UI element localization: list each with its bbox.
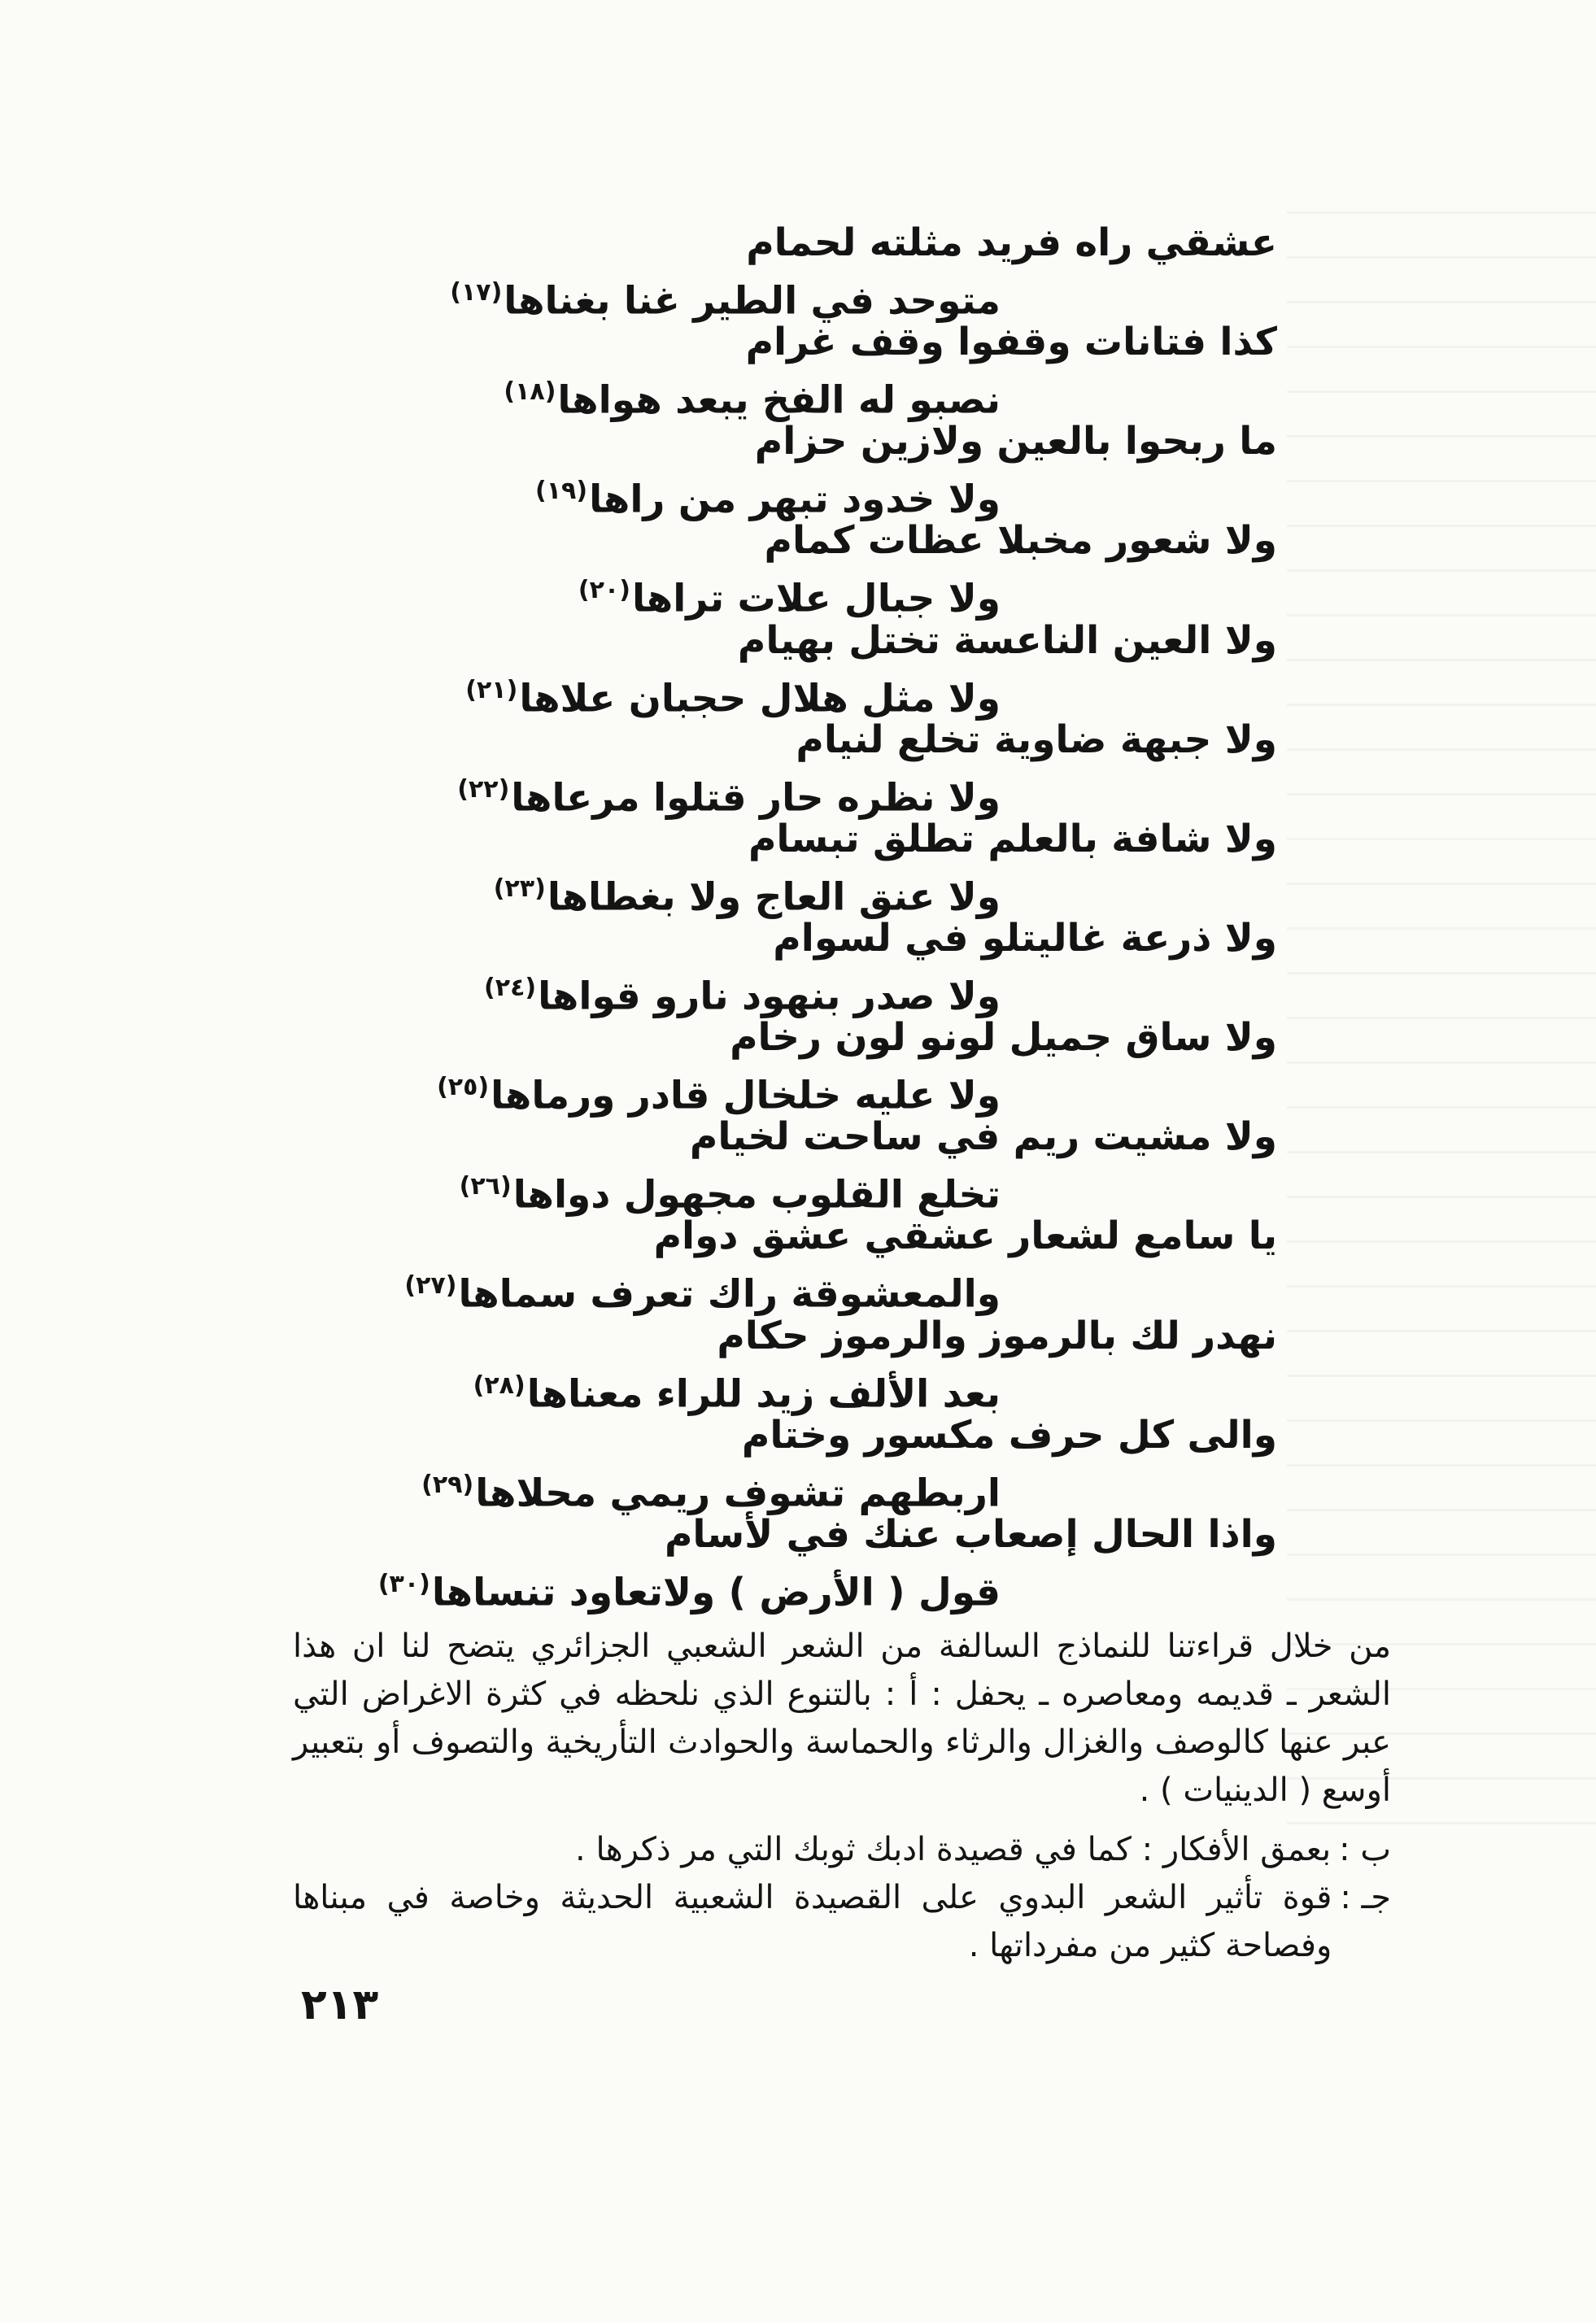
footnote-number: (١٧) xyxy=(450,278,503,307)
poem-stanza xyxy=(366,220,1277,324)
poem-line-second: قول ( الأرض ) ولاتعاود تنساها$^{(٣٠)}$ xyxy=(377,1569,1001,1615)
list-item xyxy=(293,1826,1391,1874)
bleed-through-shadow xyxy=(1287,211,1596,1838)
footnote-number: (١٨) xyxy=(504,377,556,407)
poem-line-first: كذا فتانات وقفوا وقف غرام xyxy=(745,320,1277,365)
footnote-number: (٢٠) xyxy=(578,576,630,605)
footnote-number: (٢٤) xyxy=(484,974,537,1003)
poem-line-first: ولا ساق جميل لونو لون رخام xyxy=(730,1015,1277,1061)
poem-line-second: ولا عنق العاج ولا بغطاها$^{(٢٣)}$ xyxy=(493,874,1001,920)
poem-stanza xyxy=(366,816,1277,920)
poem-stanza xyxy=(366,1412,1277,1516)
poem-stanza xyxy=(366,418,1277,522)
poem-stanza xyxy=(366,1511,1277,1615)
poem-stanza xyxy=(366,517,1277,622)
poem-line-first: نهدر لك بالرموز والرموز حكام xyxy=(717,1313,1277,1358)
footnote-number: (٢٣) xyxy=(493,874,546,903)
footnote-number: (٢٩) xyxy=(421,1470,474,1499)
poem-line-first: واذا الحال إصعاب عنك في لأسام xyxy=(664,1511,1277,1557)
poem-line-second: اربطهم تشوف ريمي محلاها$^{(٢٩)}$ xyxy=(421,1470,1001,1516)
poem-line-second: ولا نظره حار قتلوا مرعاها$^{(٢٢)}$ xyxy=(457,774,1001,821)
poem-line-first: ولا العين الناعسة تختل بهيام xyxy=(737,617,1277,663)
poem-line-first: عشقي راه فريد مثلته لحمام xyxy=(746,220,1277,265)
poem-line-first: يا سامع لشعار عشقي عشق دوام xyxy=(653,1214,1277,1259)
footnote-number: (٢٥) xyxy=(437,1073,490,1102)
poem-stanza xyxy=(366,1114,1277,1218)
poem-line-first: ما ربحوا بالعين ولازين حزام xyxy=(754,419,1277,464)
poem-line-second: متوحد في الطير غنا بغناها$^{(١٧)}$ xyxy=(450,278,1001,324)
poem-line-second: والمعشوقة راك تعرف سماها$^{(٢٧)}$ xyxy=(404,1271,1001,1318)
poem-line-first: ولا مشيت ريم في ساحت لخيام xyxy=(689,1114,1277,1160)
list-item xyxy=(293,1874,1391,1970)
poem-stanza xyxy=(366,319,1277,423)
poem-line-first: ولا ذرعة غاليتلو في لسوام xyxy=(773,915,1277,961)
poem-stanza xyxy=(366,1014,1277,1118)
footnote-number: (٢٢) xyxy=(457,774,510,804)
footnote-number: (٣٠) xyxy=(377,1569,430,1598)
poem-stanza xyxy=(366,915,1277,1019)
poem-line-second: بعد الألف زيد للراء معناها$^{(٢٨)}$ xyxy=(473,1371,1001,1417)
footnote-number: (٢١) xyxy=(465,675,518,704)
list-item-text: بعمق الأفكار : كما في قصيدة ادبك ثوبك التي مر ذكرها . xyxy=(575,1831,1332,1868)
poem-stanza xyxy=(366,1213,1277,1318)
poem-line-second: ولا جبال علات تراها$^{(٢٠)}$ xyxy=(578,576,1001,622)
poem-block xyxy=(366,220,1277,1615)
poem-stanza xyxy=(366,617,1277,721)
footnote-number: (٢٧) xyxy=(404,1271,457,1301)
footnote-number: (٢٦) xyxy=(459,1172,512,1201)
poem-line-second: ولا صدر بنهود نارو قواها$^{(٢٤)}$ xyxy=(484,974,1001,1019)
footnote-number: (١٩) xyxy=(535,477,588,506)
prose-paragraph: من خلال قراءتنا للنماذج السالفة من الشعر الشعبي الجزائري يتضح لنا ان هذا الشعر ـ قديمه ومعاصره ـ يحفل : أ : بالتنوع الذي نلحظه في كثرة الاغراض التي عبر عنها كالوصف والغزال والرثاء والحماسة والحوادث التأريخية والتصوف أو بتعبير أوسع ( الدينيات ) . xyxy=(293,1628,1391,1809)
poem-line-first: والى كل حرف مكسور وختام xyxy=(741,1412,1277,1458)
poem-line-second: تخلع القلوب مجهول دواها$^{(٢٦)}$ xyxy=(459,1172,1001,1218)
poem-line-first: ولا شافة بالعلم تطلق تبسام xyxy=(748,816,1277,861)
poem-line-first: ولا شعور مخبلا عظات كمام xyxy=(764,518,1277,564)
list-item-label: ب : xyxy=(1339,1831,1391,1868)
page-number: ٢١٣ xyxy=(301,1981,379,2029)
list-item-text: قوة تأثير الشعر البدوي على القصيدة الشعبية الحديثة وخاصة في مبناها وفصاحة كثير من مفرداتها . xyxy=(293,1879,1332,1964)
poem-line-second: ولا عليه خلخال قادر ورماها$^{(٢٥)}$ xyxy=(437,1073,1001,1118)
poem-stanza xyxy=(366,1313,1277,1417)
prose-block xyxy=(293,1623,1391,1970)
poem-line-second: ولا خدود تبهر من راها$^{(١٩)}$ xyxy=(535,477,1001,522)
poem-line-second: نصبو له الفخ يبعد هواها$^{(١٨)}$ xyxy=(504,377,1001,423)
poem-line-second: ولا مثل هلال حجبان علاها$^{(٢١)}$ xyxy=(465,675,1001,721)
footnote-number: (٢٨) xyxy=(473,1371,525,1400)
poem-line-first: ولا جبهة ضاوية تخلع لنيام xyxy=(796,717,1277,762)
list-item-label: جـ : xyxy=(1340,1879,1391,1916)
poem-stanza xyxy=(366,717,1277,821)
